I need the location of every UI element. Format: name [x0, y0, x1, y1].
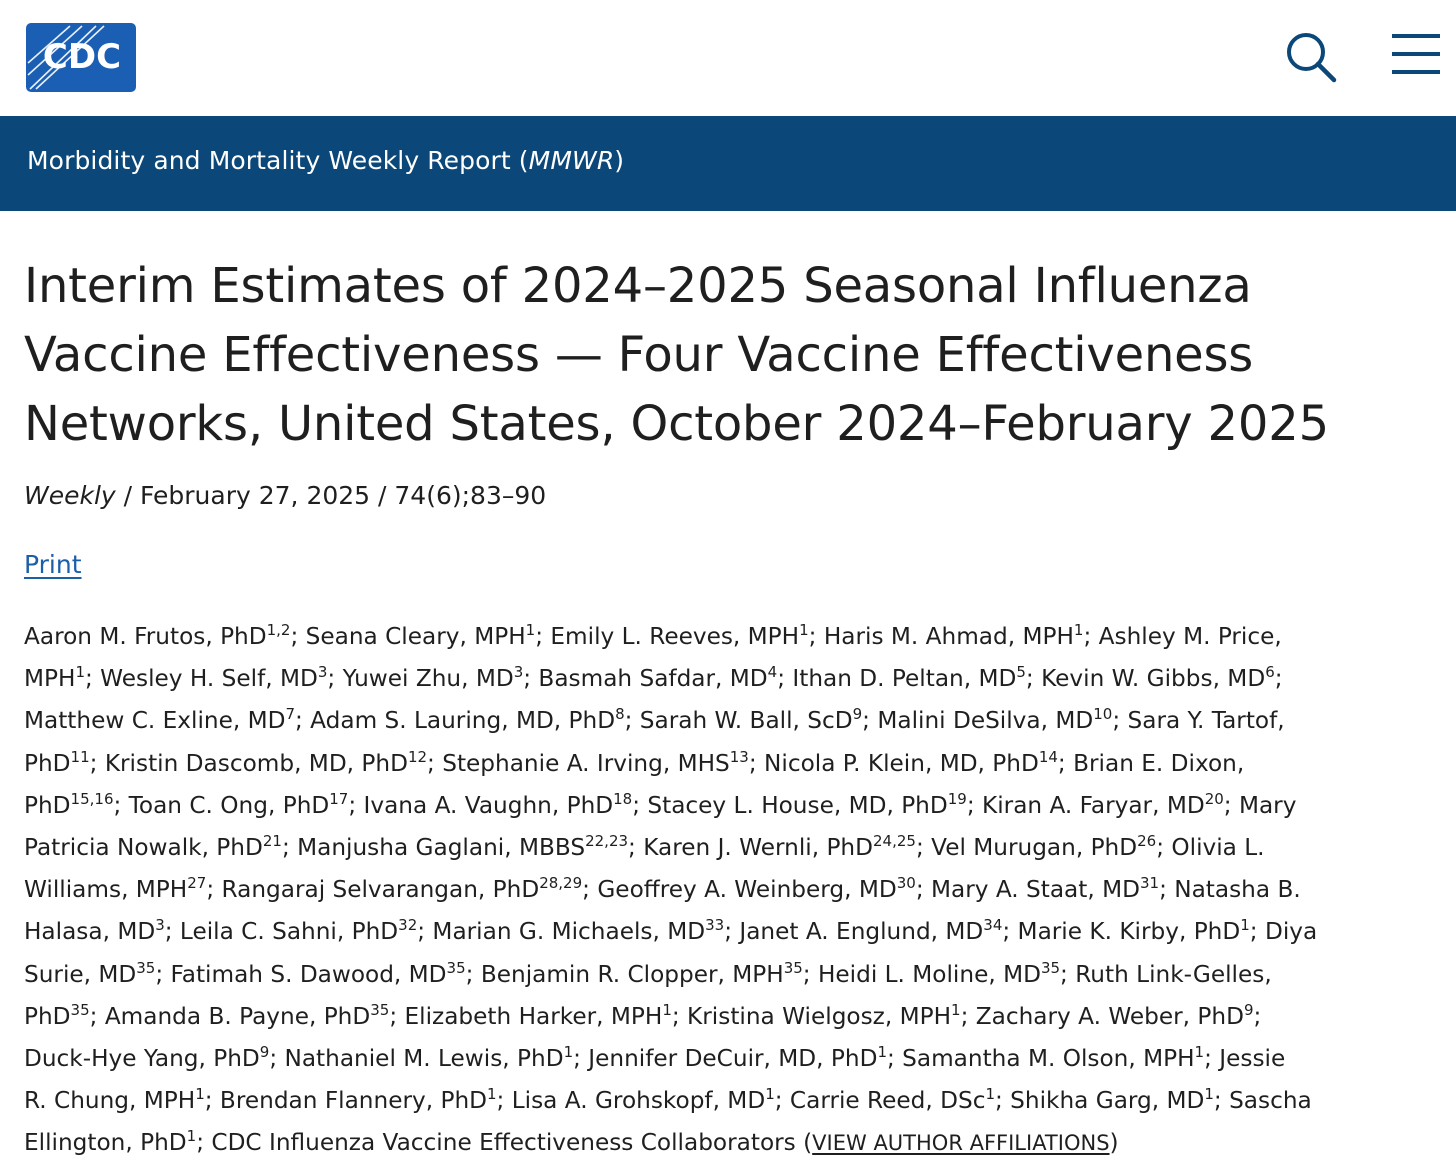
affiliation-number: 35 — [783, 958, 803, 977]
affiliation-number: 3 — [155, 916, 165, 935]
affiliation-number: 11 — [70, 747, 90, 766]
author-name: ; — [1274, 665, 1283, 693]
author-name: ; Vel Murugan, PhD — [915, 834, 1138, 862]
affiliation-number: 6 — [1265, 663, 1275, 682]
author-line — [24, 1038, 1449, 1080]
author-name: ; Mary — [1223, 791, 1297, 819]
author-name: ; Elizabeth Harker, MPH — [389, 1002, 663, 1030]
affiliation-number: 8 — [615, 705, 625, 724]
author-name: ; Mary A. Staat, MD — [915, 876, 1140, 904]
author-name: ; — [1253, 1002, 1262, 1030]
author-name: ; Kevin W. Gibbs, MD — [1025, 665, 1266, 693]
affiliation-number: 31 — [1139, 874, 1160, 893]
author-line — [24, 658, 1449, 700]
author-name: Halasa, MD — [24, 918, 156, 946]
affiliation-number: 12 — [407, 747, 428, 766]
title-line: Interim Estimates of 2024–2025 Seasonal Influenza — [24, 258, 1252, 314]
author-line — [24, 1122, 1449, 1164]
author-name: ; Natasha B. — [1159, 876, 1301, 904]
affiliation-number: 9 — [1243, 1000, 1254, 1019]
author-name: ; Haris M. Ahmad, MPH — [808, 623, 1074, 650]
author-name: ; Toan C. Ong, PhD — [113, 791, 330, 819]
affiliation-number: 1 — [487, 1085, 497, 1104]
view-author-affiliations-link[interactable]: VIEW AUTHOR AFFILIATIONS — [812, 1131, 1110, 1156]
affiliation-number: 22,23 — [585, 832, 629, 851]
affiliation-number: 35 — [1040, 958, 1061, 977]
author-name: ; Yuwei Zhu, MD — [327, 665, 514, 693]
author-name: ; Ithan D. Peltan, MD — [777, 665, 1017, 693]
affiliation-number: 1 — [765, 1085, 775, 1104]
author-name: ; Diya — [1249, 918, 1318, 946]
author-name: ; Ivana A. Vaughn, PhD — [348, 791, 614, 819]
author-line — [24, 616, 1449, 658]
author-name: ; Amanda B. Payne, PhD — [89, 1002, 371, 1030]
author-name: ; Heidi L. Moline, MD — [802, 960, 1041, 988]
affiliation-number: 1 — [186, 1127, 197, 1146]
affiliation-number: 19 — [947, 789, 967, 808]
affiliation-number: 9 — [259, 1043, 270, 1062]
author-name: ; Leila C. Sahni, PhD — [164, 918, 399, 946]
affiliation-number: 21 — [262, 832, 282, 851]
affiliation-number: 33 — [705, 916, 725, 935]
author-name: Surie, MD — [24, 960, 137, 988]
author-name: ; Malini DeSilva, MD — [862, 707, 1094, 735]
affiliation-number: 35 — [370, 1000, 390, 1019]
author-list — [24, 616, 1449, 1165]
author-name: Aaron M. Frutos, PhD — [24, 623, 267, 650]
page-title — [24, 252, 1444, 459]
author-name: ; Sarah W. Ball, ScD — [624, 707, 853, 735]
affiliation-number: 14 — [1038, 747, 1058, 766]
affiliation-number: 1 — [951, 1000, 961, 1019]
author-name: ; Olivia L. — [1156, 834, 1265, 862]
author-name: Ellington, PhD — [24, 1129, 187, 1157]
affiliation-number: 35 — [136, 958, 156, 977]
affiliation-number: 35 — [70, 1000, 90, 1019]
author-name: PhD — [24, 749, 71, 777]
author-name: PhD — [24, 791, 71, 819]
author-name: ; Geoffrey A. Weinberg, MD — [582, 876, 897, 904]
affiliation-number: 1 — [662, 1000, 672, 1019]
affiliation-number: 28,29 — [539, 874, 583, 893]
affiliation-number: 26 — [1137, 832, 1157, 851]
affiliation-number: 30 — [896, 874, 916, 893]
author-name: ; Manjusha Gaglani, MBBS — [281, 834, 586, 862]
affiliation-number: 9 — [852, 705, 863, 724]
author-name: ; Benjamin R. Clopper, MPH — [465, 960, 784, 988]
affiliation-number: 7 — [285, 705, 295, 724]
author-name: ; Jennifer DeCuir, MD, PhD — [573, 1045, 878, 1073]
affiliation-number: 10 — [1093, 705, 1113, 724]
affiliation-number: 1 — [799, 621, 809, 639]
search-icon[interactable] — [1284, 30, 1338, 84]
affiliation-number: 15,16 — [70, 789, 114, 808]
affiliation-number: 1 — [75, 663, 85, 682]
title-line: Vaccine Effectiveness — Four Vaccine Effectiveness — [24, 327, 1254, 383]
author-name: ; Seana Cleary, MPH — [290, 623, 526, 650]
author-name: MPH — [24, 665, 76, 693]
author-name: ; Shikha Garg, MD — [994, 1087, 1205, 1115]
affiliation-number: 1 — [1240, 916, 1250, 935]
author-line — [24, 911, 1449, 953]
affiliation-number: 20 — [1204, 789, 1224, 808]
affiliation-number: 1,2 — [266, 621, 291, 639]
author-name: PhD — [24, 1002, 71, 1030]
author-name: ; Rangaraj Selvarangan, PhD — [206, 876, 540, 904]
author-name: ; Adam S. Lauring, MD, PhD — [295, 707, 616, 735]
author-name: ; Karen J. Wernli, PhD — [628, 834, 873, 862]
author-name: ; Wesley H. Self, MD — [84, 665, 318, 693]
publication-meta: Weekly / February 27, 2025 / 74(6);83–90 — [24, 481, 547, 510]
affiliation-number: 24,25 — [873, 832, 916, 851]
closing-paren: ) — [1109, 1129, 1119, 1157]
author-name: R. Chung, MPH — [24, 1087, 196, 1115]
author-line — [24, 1080, 1449, 1122]
author-line — [24, 996, 1449, 1038]
affiliation-number: 27 — [187, 874, 207, 893]
affiliation-number: 1 — [195, 1085, 205, 1104]
author-name: ; Stephanie A. Irving, MHS — [427, 749, 730, 777]
affiliation-number: 1 — [563, 1043, 574, 1062]
author-name: ; Fatimah S. Dawood, MD — [155, 960, 447, 988]
author-name: ; Emily L. Reeves, MPH — [535, 623, 800, 650]
author-name: ; Sara Y. Tartof, — [1112, 707, 1285, 735]
svg-text:CDC: CDC — [42, 37, 122, 77]
hamburger-menu-icon[interactable] — [1392, 33, 1440, 75]
author-name: ; CDC Influenza Vaccine Effectiveness Collaborators ( — [196, 1129, 813, 1157]
author-name: ; Kristina Wielgosz, MPH — [671, 1002, 952, 1030]
affiliation-number: 1 — [985, 1085, 995, 1104]
author-name: ; Sascha — [1213, 1087, 1312, 1115]
affiliation-number: 3 — [513, 663, 524, 682]
author-name: ; Jessie — [1204, 1045, 1286, 1073]
author-name: ; Zachary A. Weber, PhD — [960, 1002, 1244, 1030]
author-name: ; Stacey L. House, MD, PhD — [632, 791, 948, 819]
author-name: ; Lisa A. Grohskopf, MD — [496, 1087, 766, 1115]
author-name: ; Ruth Link-Gelles, — [1060, 960, 1272, 988]
author-line — [24, 869, 1449, 911]
author-name: ; Brendan Flannery, PhD — [204, 1087, 487, 1115]
author-line — [24, 700, 1449, 742]
affiliation-number: 18 — [613, 789, 633, 808]
author-name: Matthew C. Exline, MD — [24, 707, 286, 735]
author-name: ; Brian E. Dixon, — [1057, 749, 1245, 777]
author-name: ; Nicola P. Klein, MD, PhD — [748, 749, 1039, 777]
affiliation-number: 1 — [1194, 1043, 1205, 1062]
affiliation-number: 1 — [525, 621, 536, 639]
author-line — [24, 743, 1449, 785]
cdc-logo[interactable] — [26, 23, 136, 92]
author-name: ; Basmah Safdar, MD — [523, 665, 768, 693]
author-name: ; Marie K. Kirby, PhD — [1002, 918, 1241, 946]
affiliation-number: 32 — [398, 916, 418, 935]
affiliation-number: 34 — [983, 916, 1003, 935]
banner-title[interactable]: Morbidity and Mortality Weekly Report (MMWR) — [27, 146, 625, 175]
author-name: ; Samantha M. Olson, MPH — [886, 1045, 1195, 1073]
affiliation-number: 1 — [877, 1043, 887, 1062]
author-name: ; Marian G. Michaels, MD — [417, 918, 706, 946]
author-name: ; Nathaniel M. Lewis, PhD — [269, 1045, 564, 1073]
author-name: Williams, MPH — [24, 876, 188, 904]
author-line — [24, 785, 1449, 827]
author-line — [24, 827, 1449, 869]
author-name: ; Carrie Reed, DSc — [774, 1087, 986, 1115]
author-name: ; Kristin Dascomb, MD, PhD — [89, 749, 408, 777]
author-name: Duck-Hye Yang, PhD — [24, 1045, 260, 1073]
affiliation-number: 35 — [446, 958, 466, 977]
affiliation-number: 13 — [729, 747, 749, 766]
print-link[interactable]: Print — [24, 550, 82, 579]
affiliation-number: 3 — [317, 663, 328, 682]
author-name: ; Ashley M. Price, — [1083, 623, 1282, 650]
affiliation-number: 1 — [1204, 1085, 1214, 1104]
author-name: ; Kiran A. Faryar, MD — [966, 791, 1205, 819]
author-name: Patricia Nowalk, PhD — [24, 834, 263, 862]
author-name: ; Janet A. Englund, MD — [724, 918, 984, 946]
affiliation-number: 5 — [1016, 663, 1026, 682]
affiliation-number: 17 — [329, 789, 349, 808]
author-line — [24, 954, 1449, 996]
site-header — [0, 0, 1456, 116]
affiliation-number: 4 — [767, 663, 778, 682]
title-line: Networks, United States, October 2024–February 2025 — [24, 396, 1329, 452]
affiliation-number: 1 — [1073, 621, 1084, 639]
